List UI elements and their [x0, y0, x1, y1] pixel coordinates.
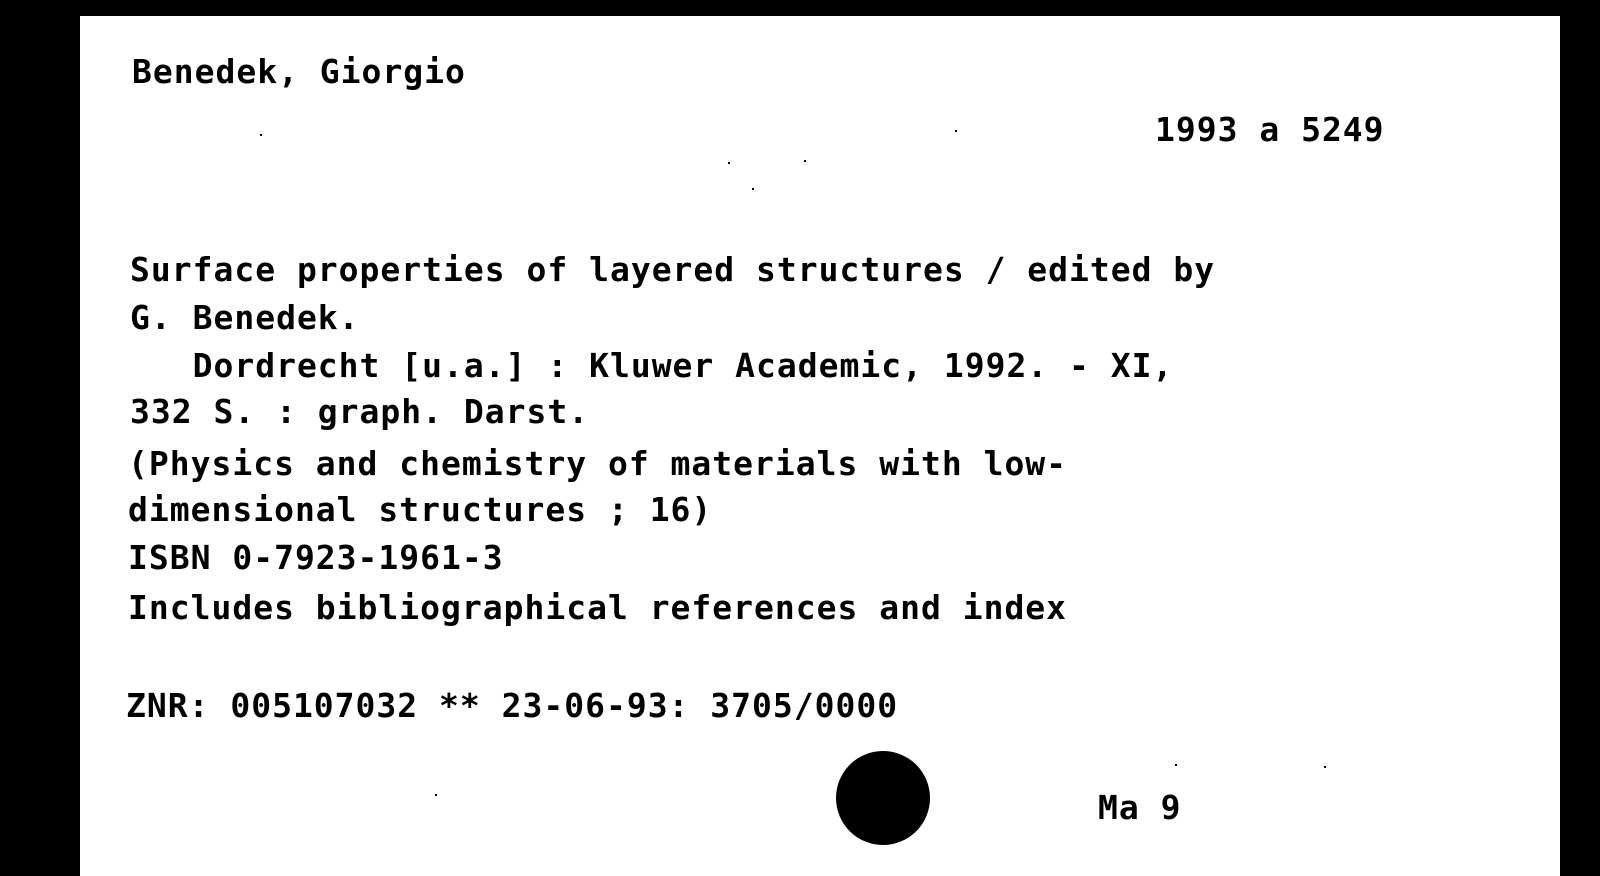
- imprint-line-1: Dordrecht [u.a.] : Kluwer Academic, 1992. - XI,: [130, 346, 1174, 385]
- catalog-card: [80, 16, 1560, 876]
- scan-speck: [1324, 766, 1326, 768]
- isbn-line: ISBN 0-7923-1961-3: [128, 538, 504, 577]
- punch-hole: [836, 751, 930, 845]
- imprint-line-2: 332 S. : graph. Darst.: [130, 392, 590, 431]
- title-line-2: G. Benedek.: [130, 298, 360, 337]
- call-number: 1993 a 5249: [1155, 110, 1385, 149]
- scan-speck: [752, 188, 754, 190]
- title-line-1: Surface properties of layered structures / edited by: [130, 250, 1216, 289]
- scan-speck: [804, 160, 806, 162]
- series-line-1: (Physics and chemistry of materials with low-: [128, 444, 1068, 483]
- series-line-2: dimensional structures ; 16): [128, 490, 713, 529]
- scan-speck: [728, 162, 730, 164]
- znr-line: ZNR: 005107032 ** 23-06-93: 3705/0000: [126, 686, 899, 725]
- scan-speck: [260, 134, 262, 136]
- scan-speck: [435, 794, 437, 796]
- note-line: Includes bibliographical references and index: [128, 588, 1068, 627]
- scan-speck: [955, 130, 957, 132]
- author-heading: Benedek, Giorgio: [132, 52, 466, 91]
- shelf-mark: Ma 9: [1098, 788, 1182, 827]
- scan-speck: [1175, 764, 1177, 766]
